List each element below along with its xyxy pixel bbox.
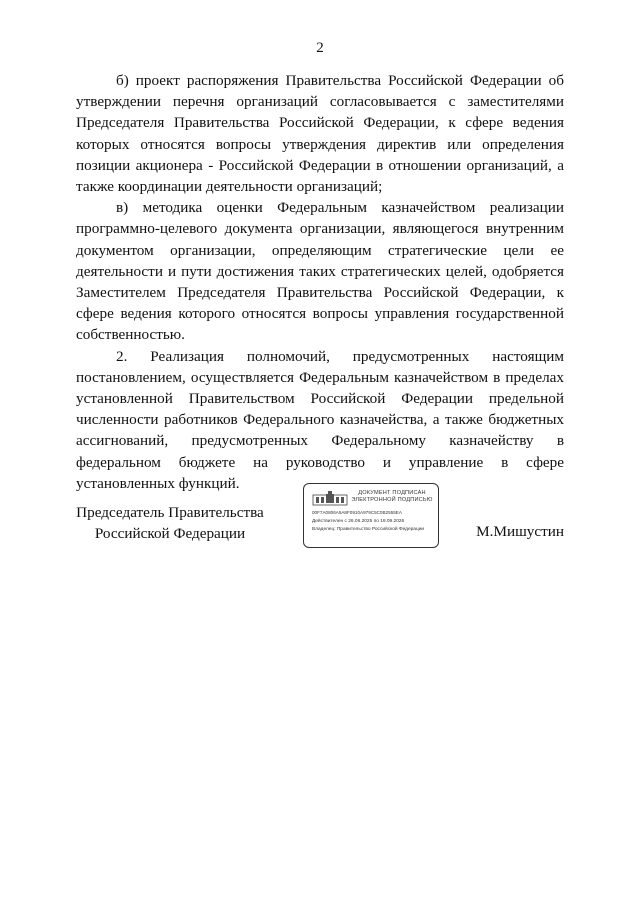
stamp-title-line2: ЭЛЕКТРОННОЙ ПОДПИСЬЮ [351,497,433,503]
stamp-serial: 00F7A0806A5A8F0910A979C5C0B2555EA [312,510,402,515]
document-body [76,70,564,494]
signatory-position [70,502,270,544]
stamp-title-line1: ДОКУМЕНТ ПОДПИСАН [358,490,426,496]
page-number: 2 [316,40,324,56]
signatory-position-line1: Председатель Правительства [76,504,264,521]
paragraph-2: 2. Реализация полномочий, предусмотренных настоящим постановлением, осуществляется Федеральным казначейством в пределах установленной Правительством Российской Федерации предельной численности работников Федерального казначейства, а также бюджетных ассигнований, предусмотренных Федеральному казначейству в федеральном бюджете на руководство и управление в сфере установленных функций. [76,347,564,492]
paragraph-v: в) методика оценки Федеральным казначейством реализации программно-целевого документа организации, являющегося внутренним документом организации, определяющим стратегические цели ее деятельности и пути достижения таких стратегических целей, одобряется Заместителем Председателя Правительства Российской Федерации, к сфере ведения которого относятся вопросы управления государственной собственностью. [76,199,564,344]
stamp-validity: Действителен с 26.06.2025 по 19.09.2026 [312,519,405,524]
signatory-name: М.Мишустин [476,523,564,540]
stamp-title [350,490,434,504]
stamp-issuer: Владелец: Правительство Российской Федерации [312,527,425,532]
signatory-position-line2: Российской Федерации [94,525,246,542]
electronic-signature-stamp [303,483,439,548]
emblem-icon [312,490,348,506]
paragraph-b: б) проект распоряжения Правительства Российской Федерации об утверждении перечня организаций согласовывается с заместителями Председателя Правительства Российской Федерации, к сфере ведения которых относятся вопросы утверждения директив или определения позиции акционера - Российской Федерации в отношении организаций, а также координации деятельности организаций; [76,72,564,196]
